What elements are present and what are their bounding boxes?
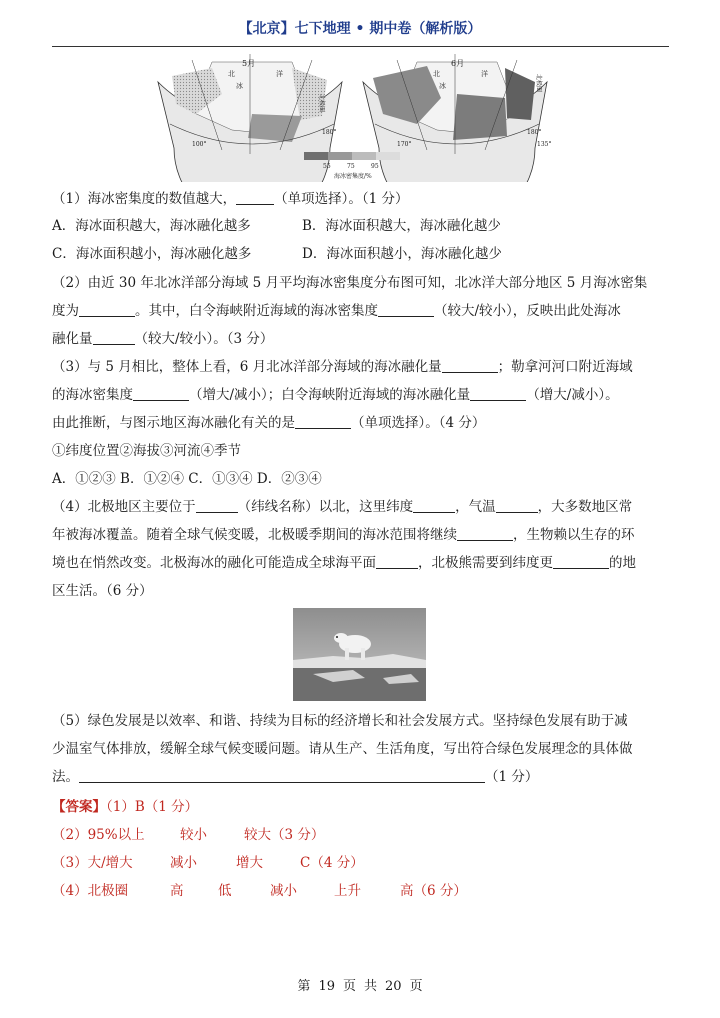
q4-blank-4[interactable] bbox=[457, 526, 513, 541]
may-label-180: 180° bbox=[322, 129, 337, 136]
sea-ice-concentration-maps bbox=[152, 54, 557, 182]
q3-blank-2[interactable] bbox=[133, 386, 189, 401]
header-divider bbox=[52, 46, 669, 47]
q2-line2: 度为 。其中，白令海峡附近海域的海冰密集度 （较大/较小），反映出此处海冰 bbox=[52, 303, 621, 319]
legend-caption: 海冰密集度/% bbox=[334, 173, 372, 180]
q4-blank-2[interactable] bbox=[413, 498, 455, 513]
q4-line2: 年被海冰覆盖。随着全球气候变暖，北极暖季期间的海冰范围将继续 ，生物赖以生存的环 bbox=[52, 527, 635, 543]
page-footer: 第 19 页 共 20 页 bbox=[297, 979, 423, 994]
q2-blank-2[interactable] bbox=[378, 302, 434, 317]
may-map bbox=[158, 54, 342, 182]
q2-line3: 融化量 （较大/较小）。（3 分） bbox=[52, 331, 274, 347]
answer-line2: （2）95%以上 较小 较大（3 分） bbox=[52, 827, 325, 843]
june-label-bei: 北 bbox=[433, 70, 440, 78]
q1-option-b: B．海冰面积越大，海冰融化越少 bbox=[302, 218, 501, 234]
june-label: 6月 bbox=[451, 59, 465, 68]
q2-blank-3[interactable] bbox=[93, 330, 135, 345]
answer-tag: 【答案】 bbox=[52, 799, 106, 815]
q3-line1: （3）与 5 月相比，整体上看，6 月北冰洋部分海域的海冰融化量 ；勒拿河河口附近海域 bbox=[52, 359, 633, 375]
q1-option-a: A．海冰面积越大，海冰融化越多 bbox=[52, 218, 251, 234]
q4-blank-6[interactable] bbox=[553, 554, 609, 569]
polar-bear-photo bbox=[293, 608, 426, 701]
june-label-bing: 冰 bbox=[439, 82, 446, 90]
q4-blank-5[interactable] bbox=[376, 554, 418, 569]
may-label-yang: 洋 bbox=[276, 70, 283, 78]
may-label-100: 100° bbox=[192, 141, 207, 148]
june-label-arctic-circle: 北极圈 bbox=[535, 74, 542, 93]
june-label-135: 135° bbox=[537, 141, 552, 148]
q3-options: A．①②③ B．①②④ C．①③④ D．②③④ bbox=[52, 471, 322, 487]
answer-line1: 【答案】（1）B（1 分） bbox=[52, 799, 199, 815]
q4-blank-3[interactable] bbox=[496, 498, 538, 513]
q5-line1: （5）绿色发展是以效率、和谐、持续为目标的经济增长和社会发展方式。坚持绿色发展有助于减 bbox=[52, 713, 628, 729]
may-label: 5月 bbox=[242, 59, 256, 68]
q1-blank[interactable] bbox=[236, 190, 274, 205]
may-label-arctic-circle: 北极圈 bbox=[318, 94, 325, 113]
q5-line2: 少温室气体排放，缓解全球气候变暖问题。请从生产、生活角度，写出符合绿色发展理念的具体做 bbox=[52, 741, 633, 757]
q5-blank[interactable] bbox=[79, 768, 485, 783]
legend-75: 75 bbox=[347, 163, 355, 170]
q5-line3: 法。 （1 分） bbox=[52, 769, 539, 785]
june-map bbox=[363, 54, 551, 182]
q3-blank-3[interactable] bbox=[470, 386, 526, 401]
june-label-yang: 洋 bbox=[481, 70, 488, 78]
june-label-180: 180° bbox=[527, 129, 542, 136]
q3-line2: 的海冰密集度 （增大/减小）；白令海峡附近海域的海冰融化量 （增大/减小）。 bbox=[52, 387, 619, 403]
q1-option-d: D．海冰面积越小，海冰融化越少 bbox=[302, 246, 502, 262]
q4-line4: 区生活。（6 分） bbox=[52, 583, 153, 599]
may-label-bei: 北 bbox=[228, 70, 235, 78]
q2-line1: （2）由近 30 年北冰洋部分海域 5 月平均海冰密集度分布图可知，北冰洋大部分地区 5 月海冰密集 bbox=[52, 275, 648, 291]
may-label-bing: 冰 bbox=[236, 82, 243, 90]
q2-blank-1[interactable] bbox=[79, 302, 135, 317]
legend-55: 55 bbox=[323, 163, 331, 170]
q1-stem: （1）海冰密集度的数值越大， （单项选择）。（1 分） bbox=[52, 191, 409, 207]
q3-line3: 由此推断，与图示地区海冰融化有关的是 （单项选择）。（4 分） bbox=[52, 415, 486, 431]
q3-blank-4[interactable] bbox=[295, 414, 351, 429]
q3-factors: ①纬度位置②海拔③河流④季节 bbox=[52, 443, 241, 459]
legend-95: 95 bbox=[371, 163, 379, 170]
june-label-170: 170° bbox=[397, 141, 412, 148]
page-header-title: 【北京】七下地理 • 期中卷（解析版） bbox=[238, 21, 482, 37]
q4-line3: 境也在悄然改变。北极海冰的融化可能造成全球海平面 ，北极熊需要到纬度更 的地 bbox=[52, 555, 636, 571]
q3-blank-1[interactable] bbox=[442, 358, 498, 373]
q4-blank-1[interactable] bbox=[196, 498, 238, 513]
answer-line3: （3）大/增大 减小 增大 C（4 分） bbox=[52, 855, 364, 871]
q4-line1: （4）北极地区主要位于 （纬线名称）以北，这里纬度 ，气温 ，大多数地区常 bbox=[52, 499, 633, 515]
q1-option-c: C．海冰面积越小，海冰融化越多 bbox=[52, 246, 252, 262]
answer-line4: （4）北极圈 高 低 减小 上升 高（6 分） bbox=[52, 883, 467, 899]
